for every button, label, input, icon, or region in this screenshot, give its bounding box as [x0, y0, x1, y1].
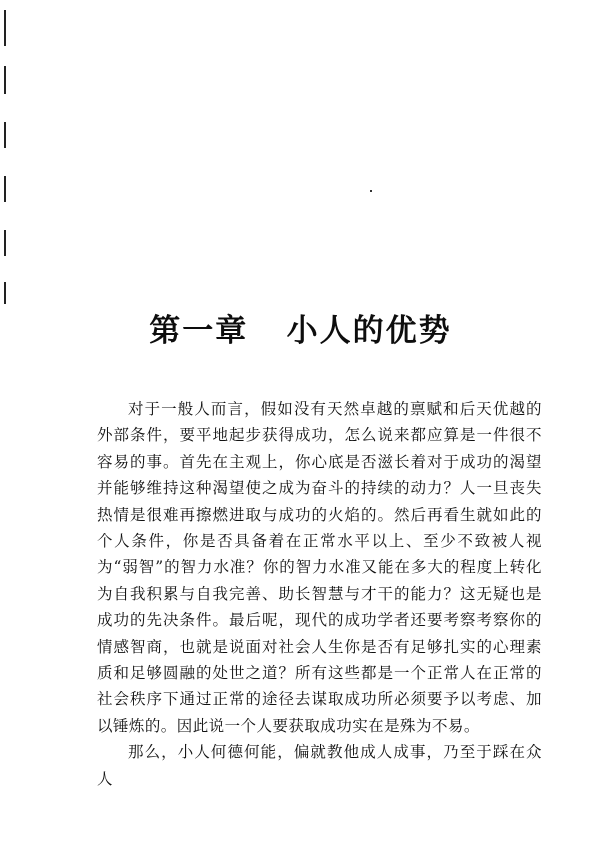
- scan-edge-mark: [4, 282, 6, 304]
- scan-edge-mark: [4, 122, 6, 148]
- chapter-title: 第一章 小人的优势: [149, 312, 452, 349]
- scan-speck: [370, 190, 372, 192]
- paragraph-1: 对于一般人而言，假如没有天然卓越的禀赋和后天优越的外部条件，要平地起步获得成功，怎么说来都应算是一件很不容易的事。首先在主观上，你心底是否滋长着对于成功的渴望并能够维持这种渴望使之成为奋斗的持续的动力？人一旦丧失热情是很难再擦燃进取与成功的火焰的。然后再看生就如此的个人条件，你是否具备着在正常水平以上、至少不致被人视为“弱智”的智力水准？你的智力水准又能在多大的程度上转化为自我积累与自我完善、助长智慧与才干的能力？这无疑也是成功的先决条件。最后呢，现代的成功学者还要考察考察你的情感智商，也就是说面对社会人生你是否有足够扎实的心理素质和足够圆融的处世之道？所有这些都是一个正常人在正常的社会秩序下通过正常的途径去谋取成功所必须要予以考虑、加以锤炼的。因此说一个人要获取成功实在是殊为不易。: [97, 400, 542, 735]
- scan-edge-mark: [4, 66, 6, 94]
- scan-edge-mark: [4, 176, 6, 202]
- body-text: [97, 396, 542, 792]
- paragraph-2: 那么，小人何德何能，偏就教他成人成事，乃至于踩在众人: [97, 743, 542, 788]
- scan-edge-mark: [4, 10, 6, 46]
- scan-edge-mark: [4, 230, 6, 256]
